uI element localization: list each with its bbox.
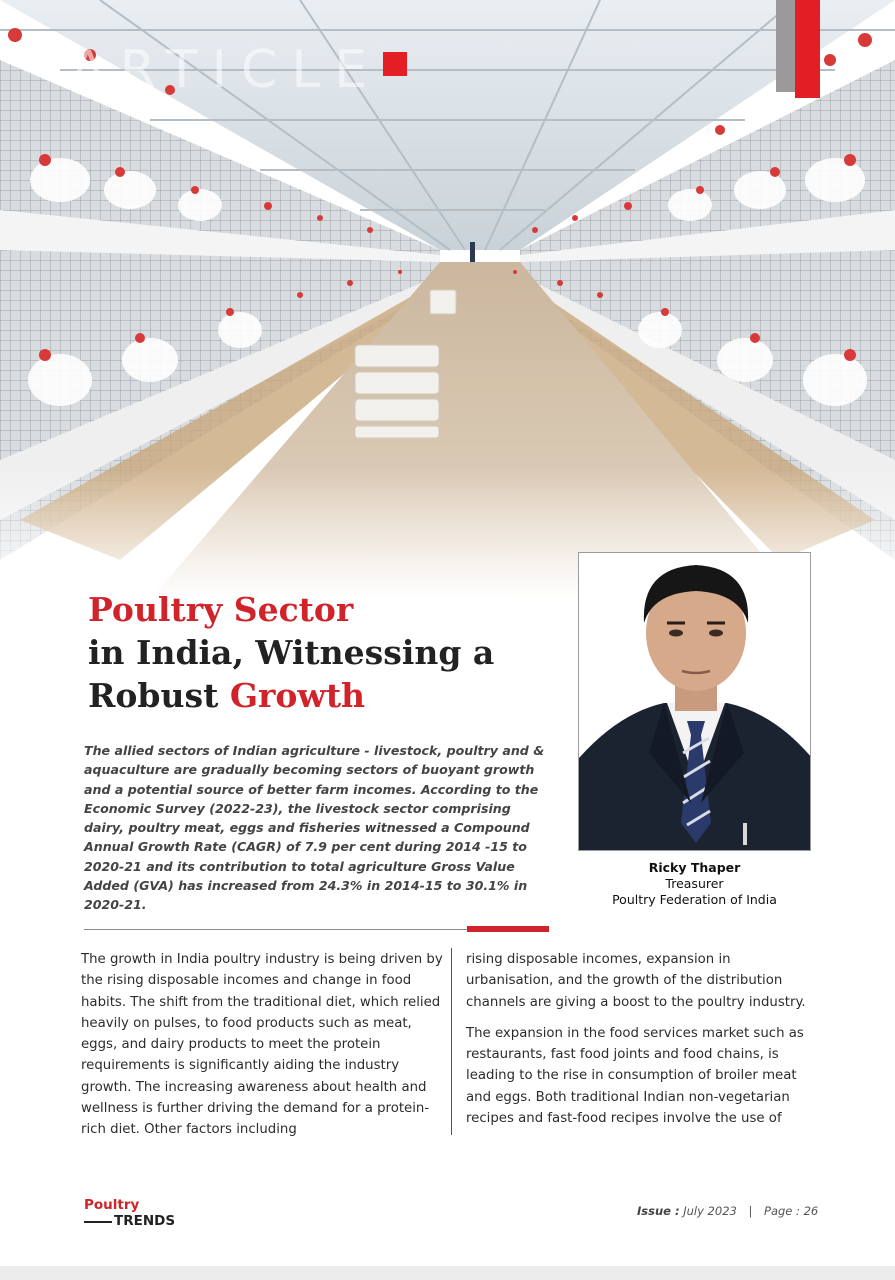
logo-word-top: Poultry (84, 1197, 140, 1213)
publication-logo (84, 1197, 184, 1233)
person-portrait-icon (579, 553, 811, 851)
corner-gray-bar (776, 0, 795, 92)
page-label: Page : (764, 1204, 800, 1218)
body-paragraph: rising disposable incomes, expansion in urbanisation, and the growth of the distribution channels are giving a boost to the poultry industry. (466, 952, 806, 1010)
title-line-2: in India, Witnessing a (88, 633, 495, 672)
issue-page-info (637, 1204, 818, 1218)
author-role: Treasurer (665, 876, 724, 891)
title-line-3-accent: Growth (229, 676, 366, 715)
title-line-3 (88, 674, 558, 717)
body-paragraph: The growth in India poultry industry is being driven by the rising disposable incomes and change in food habits. The shift from the traditional diet, which relied heavily on pulses, to food products such as meat, eggs, and dairy products to meet the protein requirements is significantly aiding the industry growth. The increasing awareness about health and wellness is further driving the demand for a protein-rich diet. Other factors including (81, 952, 443, 1138)
divider-accent (467, 926, 549, 932)
body-column-left (81, 949, 446, 1141)
logo-word-bottom: TRENDS (114, 1213, 176, 1229)
section-word: ARTICLE (70, 40, 382, 100)
title-line-3-prefix: Robust (88, 676, 230, 715)
corner-red-bar (795, 0, 820, 98)
author-name: Ricky Thaper (648, 860, 741, 875)
logo-rule (84, 1221, 112, 1223)
page-bottom-edge (0, 1266, 895, 1280)
page-number: 26 (803, 1204, 819, 1218)
author-org: Poultry Federation of India (612, 892, 777, 907)
author-photo (578, 552, 811, 851)
article-title (88, 588, 558, 717)
section-square-accent (383, 52, 407, 76)
author-caption (578, 860, 811, 908)
article-intro: The allied sectors of Indian agriculture - livestock, poultry and & aquaculture are gradually becoming sectors of buoyant growth and a potential source of better farm incomes. According to the Economic Survey (2022-23), the livestock sector comprising dairy, poultry meat, eggs and fisheries witnessed a Compound Annual Growth Rate (CAGR) of 7.9 per cent during 2014 -15 to 2020-21 and its contribution to total agriculture Gross Value Added (GVA) has increased from 24.3% in 2014-15 to 30.1% in 2020-21. (84, 743, 545, 913)
column-separator (451, 948, 452, 1135)
body-column-right (466, 949, 818, 1129)
issue-label: Issue : (637, 1204, 680, 1218)
body-paragraph: The expansion in the food services market such as restaurants, fast food joints and food chains, is leading to the rise in consumption of broiler meat and eggs. Both traditional Indian non-vegetarian recipes and fast-food recipes involve the use of (466, 1025, 804, 1127)
issue-value: July 2023 (683, 1204, 737, 1218)
footer-separator: | (748, 1204, 753, 1218)
title-line-1: Poultry Sector (88, 590, 354, 629)
